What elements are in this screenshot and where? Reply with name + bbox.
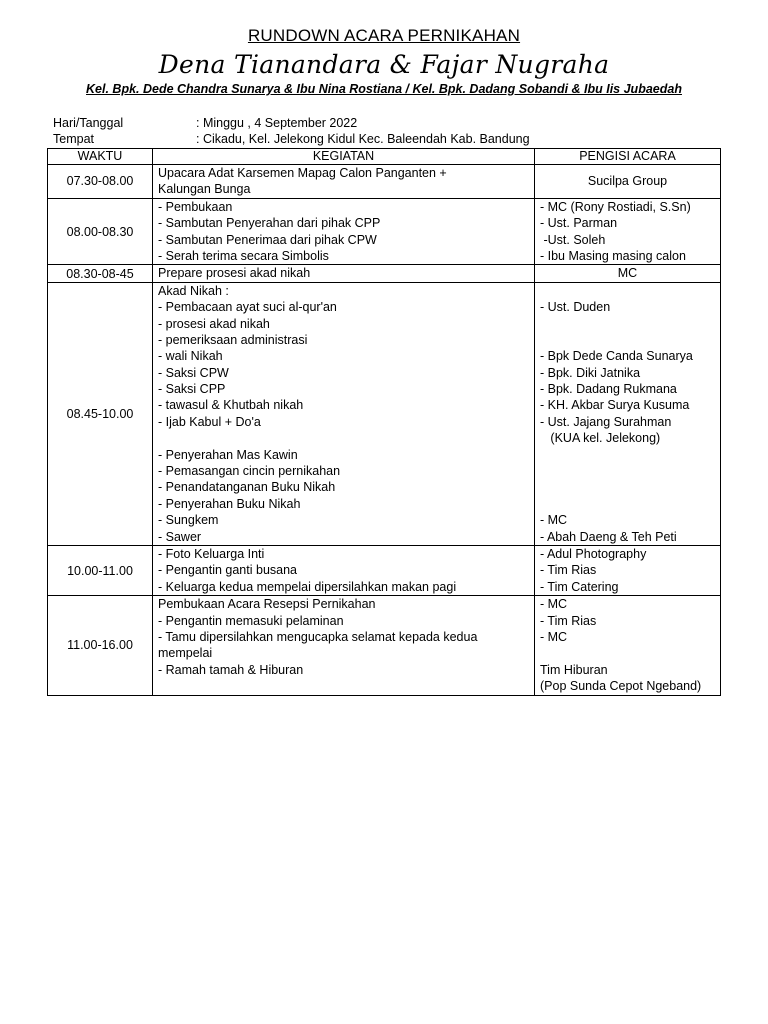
host-cell: [535, 265, 721, 282]
header-time: WAKTU: [48, 149, 153, 165]
host-line: MC: [617, 266, 638, 281]
activity-line: - Sawer: [158, 529, 202, 544]
host-line: [540, 463, 720, 479]
activity-line: - Pembukaan: [158, 199, 233, 214]
rundown-table: [47, 148, 721, 696]
activity-cell: [153, 198, 535, 265]
host-line: - MC (Rony Rostiadi, S.Sn): [540, 199, 691, 214]
host-line: [540, 332, 720, 348]
host-line: - Bpk Dede Canda Sunarya: [540, 349, 693, 364]
activity-line: Upacara Adat Karsemen Mapag Calon Panganten +: [158, 166, 447, 180]
host-line: - Bpk. Dadang Rukmana: [540, 382, 677, 397]
activity-line: - Pemasangan cincin pernikahan: [158, 464, 341, 479]
families-line: Kel. Bpk. Dede Chandra Sunarya & Ibu Nina Rostiana / Kel. Bpk. Dadang Sobandi & Ibu Iis Jubaedah: [86, 82, 682, 96]
table-row: [48, 165, 721, 199]
activity-line: - Saksi CPP: [158, 382, 226, 397]
document-title: RUNDOWN ACARA PERNIKAHAN: [247, 26, 521, 45]
table-header-row: [48, 149, 721, 165]
header-host: PENGISI ACARA: [535, 149, 721, 165]
activity-line: mempelai: [158, 646, 213, 661]
activity-line: - Penandatanganan Buku Nikah: [158, 480, 336, 495]
host-line: - MC: [540, 597, 568, 612]
host-line: (Pop Sunda Cepot Ngeband): [540, 679, 702, 694]
activity-cell: [153, 596, 535, 695]
activity-line: - pemeriksaan administrasi: [158, 332, 308, 347]
host-line: Tim Hiburan: [540, 662, 608, 677]
time-cell: 11.00-16.00: [48, 596, 153, 695]
activity-cell: [153, 282, 535, 545]
time-cell: 08.30-08-45: [48, 265, 153, 282]
host-line: - Tim Rias: [540, 613, 597, 628]
table-row: [48, 282, 721, 545]
host-line: - Adul Photography: [540, 546, 647, 561]
activity-line: - Sambutan Penyerahan dari pihak CPP: [158, 216, 381, 231]
activity-line: - Sungkem: [158, 513, 219, 528]
host-line: [540, 645, 720, 661]
activity-line: - Serah terima secara Simbolis: [158, 248, 329, 263]
activity-cell: [153, 265, 535, 282]
activity-line: - wali Nikah: [158, 349, 223, 364]
table-body: [48, 165, 721, 696]
activity-line: - Pengantin memasuki pelaminan: [158, 613, 344, 628]
header-activity: KEGIATAN: [153, 149, 535, 165]
host-cell: [535, 165, 721, 199]
date-value: : Minggu , 4 September 2022: [196, 116, 358, 130]
host-line: -Ust. Soleh: [540, 232, 606, 247]
activity-line: - Tamu dipersilahkan mengucapka selamat kepada kedua: [158, 629, 478, 644]
host-line: - MC: [540, 513, 568, 528]
place-value: : Cikadu, Kel. Jelekong Kidul Kec. Baleendah Kab. Bandung: [196, 132, 530, 146]
activity-line: - tawasul & Khutbah nikah: [158, 398, 304, 413]
host-line: - MC: [540, 629, 568, 644]
table-row: [48, 198, 721, 265]
time-cell: 07.30-08.00: [48, 165, 153, 199]
activity-line: - Saksi CPW: [158, 365, 229, 380]
host-line: [540, 283, 720, 299]
host-line: - Ibu Masing masing calon: [540, 248, 686, 263]
time-cell: 10.00-11.00: [48, 545, 153, 595]
time-cell: 08.45-10.00: [48, 282, 153, 545]
host-cell: [535, 596, 721, 695]
couple-names: Dena Tianandara & Fajar Nugraha: [158, 50, 610, 79]
host-line: [540, 316, 720, 332]
activity-line: - Foto Keluarga Inti: [158, 546, 265, 561]
time-cell: 08.00-08.30: [48, 198, 153, 265]
date-label: Hari/Tanggal: [53, 116, 124, 130]
table-row: [48, 265, 721, 282]
activity-line: [158, 430, 534, 446]
host-cell: [535, 545, 721, 595]
host-cell: [535, 198, 721, 265]
activity-line: [158, 678, 534, 694]
host-line: - KH. Akbar Surya Kusuma: [540, 398, 690, 413]
activity-line: - Sambutan Penerimaa dari pihak CPW: [158, 232, 377, 247]
host-line: [540, 447, 720, 463]
activity-line: - Penyerahan Buku Nikah: [158, 496, 301, 511]
place-label: Tempat: [53, 132, 94, 146]
host-line: (KUA kel. Jelekong): [540, 431, 661, 446]
host-line: - Tim Catering: [540, 579, 619, 594]
activity-line: - Pengantin ganti busana: [158, 563, 297, 578]
activity-cell: [153, 545, 535, 595]
activity-line: - prosesi akad nikah: [158, 316, 270, 331]
table-row: [48, 596, 721, 695]
activity-line: - Keluarga kedua mempelai dipersilahkan makan pagi: [158, 579, 457, 594]
activity-line: Akad Nikah :: [158, 283, 229, 298]
table-row: [48, 545, 721, 595]
host-line: - Tim Rias: [540, 563, 597, 578]
activity-line: - Pembacaan ayat suci al-qur'an: [158, 300, 337, 315]
activity-line: Kalungan Bunga: [158, 182, 251, 197]
activity-line: Pembukaan Acara Resepsi Pernikahan: [158, 597, 376, 612]
host-line: - Ust. Jajang Surahman: [540, 414, 672, 429]
activity-line: - Penyerahan Mas Kawin: [158, 447, 298, 462]
host-line: [540, 479, 720, 495]
host-line: - Bpk. Diki Jatnika: [540, 365, 641, 380]
activity-line: - Ijab Kabul + Do'a: [158, 414, 261, 429]
activity-line: Prepare prosesi akad nikah: [158, 266, 311, 281]
activity-line: - Ramah tamah & Hiburan: [158, 662, 304, 677]
host-line: Sucilpa Group: [587, 174, 668, 189]
activity-cell: [153, 165, 535, 199]
host-line: [540, 496, 720, 512]
host-line: - Abah Daeng & Teh Peti: [540, 529, 677, 544]
host-line: - Ust. Parman: [540, 216, 618, 231]
host-line: - Ust. Duden: [540, 300, 611, 315]
host-cell: [535, 282, 721, 545]
